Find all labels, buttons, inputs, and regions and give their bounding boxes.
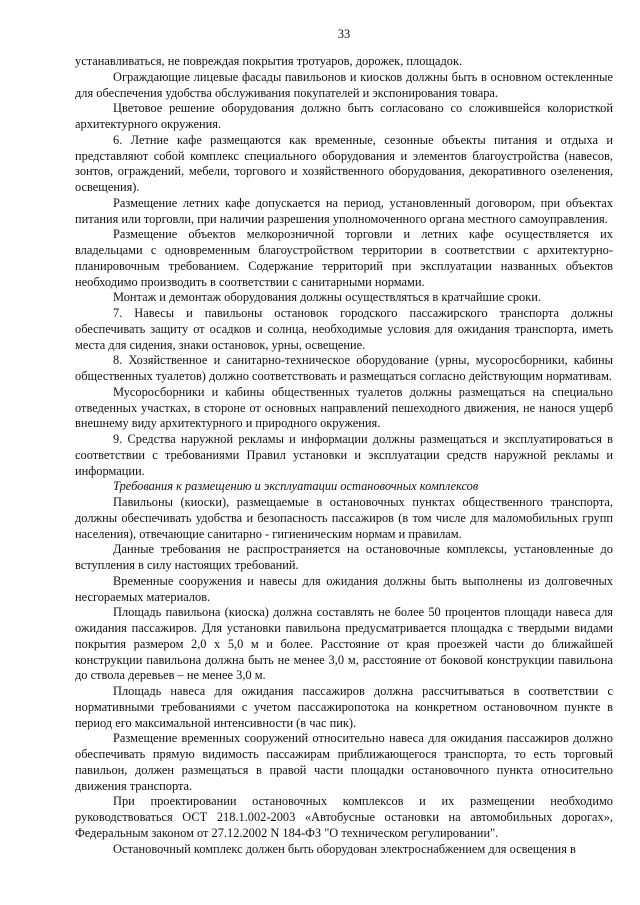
- paragraph: Мусоросборники и кабины общественных туалетов должны размещаться на специально отведенных участках, в стороне от основных направлений пешеходного движения, не нанося ущерб внешнему виду архитектурного и природного окружения.: [75, 384, 613, 431]
- paragraph: Ограждающие лицевые фасады павильонов и киосков должны быть в основном остекленные для обеспечения удобства обслуживания покупателей и экспонирования товара.: [75, 69, 613, 100]
- paragraph: Размещение летних кафе допускается на период, установленный договором, при объектах питания или торговли, при наличии разрешения уполномоченного органа местного самоуправления.: [75, 195, 613, 226]
- paragraph: 8. Хозяйственное и санитарно-техническое оборудование (урны, мусоросборники, кабины общественных туалетов) должно соответствовать и размещаться согласно действующим нормативам.: [75, 353, 613, 383]
- section-subheading: Требования к размещению и эксплуатации остановочных комплексов: [113, 479, 479, 494]
- paragraph: Размещение временных сооружений относительно навеса для ожидания пассажиров должно обеспечивать прямую видимость пассажирам приближающегося транспорта, то есть торговый павильон, должен размещаться в правой части площадки остановочного пункта относительно движения транспорта.: [75, 731, 613, 793]
- paragraph: Цветовое решение оборудования должно быть согласовано со сложившейся колористкой архитектурного окружения.: [75, 101, 613, 131]
- paragraph: Площадь навеса для ожидания пассажиров должна рассчитываться в соответствии с нормативными требованиями с учетом пассажиропотока на конкретном остановочном пункте в период его максимальной интенсивности (в час пик).: [75, 684, 613, 730]
- paragraph: Данные требования не распространяется на остановочные комплексы, установленные до вступления в силу настоящих требований.: [75, 542, 613, 572]
- page-number: 33: [337, 27, 351, 41]
- paragraph: Монтаж и демонтаж оборудования должны осуществляться в кратчайшие сроки.: [113, 290, 541, 305]
- paragraph: 6. Летние кафе размещаются как временные, сезонные объекты питания и отдыха и представляют собой комплекс специального оборудования и элементов благоустройства (навесов, зонтов, ограждений, мебели, торгового и хозяйственного оборудования, декоративного озеленения, освещения).: [75, 132, 613, 194]
- paragraph: Временные сооружения и навесы для ожидания должны быть выполнены из долговечных несгораемых материалов.: [75, 573, 613, 604]
- paragraph: 9. Средства наружной рекламы и информации должны размещаться и эксплуатироваться в соответствии с требованиями Правил установки и эксплуатации средств наружной рекламы и информации.: [75, 432, 613, 478]
- document-page: [75, 26, 613, 857]
- paragraph: Размещение объектов мелкорозничной торговли и летних кафе осуществляется их владельцами с одновременным благоустройством территории в соответствии с архитектурно-планировочным требованием. Содержание территорий при эксплуатации названных объектов необходимо производить в соответствии с санитарными нормами.: [75, 227, 613, 289]
- paragraph: Площадь павильона (киоска) должна составлять не более 50 процентов площади навеса для ожидания пассажиров. Для установки павильона предусматривается площадка с твердыми видами покрытия размером 2,0 х 5,0 м и более. Расстояние от края проезжей части до ближайшей конструкции павильона должна быть не менее 3,0 м, расстояние от боковой конструкции павильона до ствола деревьев – не менее 3,0 м.: [75, 605, 613, 683]
- paragraph: 7. Навесы и павильоны остановок городского пассажирского транспорта должны обеспечивать защиту от осадков и солнца, необходимые условия для ожидания транспорта, иметь места для сидения, знаки остановок, урны, освещение.: [75, 306, 613, 352]
- paragraph: устанавливаться, не повреждая покрытия тротуаров, дорожек, площадок.: [75, 54, 463, 68]
- paragraph: При проектировании остановочных комплексов и их размещении необходимо руководствоваться ОСТ 218.1.002-2003 «Автобусные остановки на автомобильных дорогах», Федеральным законом от 27.12.2002 N 184-ФЗ "О техническом регулировании".: [75, 794, 613, 840]
- paragraph: Остановочный комплекс должен быть оборудован электроснабжением для освещения в: [113, 841, 576, 856]
- document-body: [75, 54, 613, 857]
- paragraph: Павильоны (киоски), размещаемые в остановочных пунктах общественного транспорта, должны обеспечивать удобства и безопасность пассажиров (в том числе для маломобильных групп населения), отвечающие санитарно - гигиеническим нормам и правилам.: [75, 495, 613, 541]
